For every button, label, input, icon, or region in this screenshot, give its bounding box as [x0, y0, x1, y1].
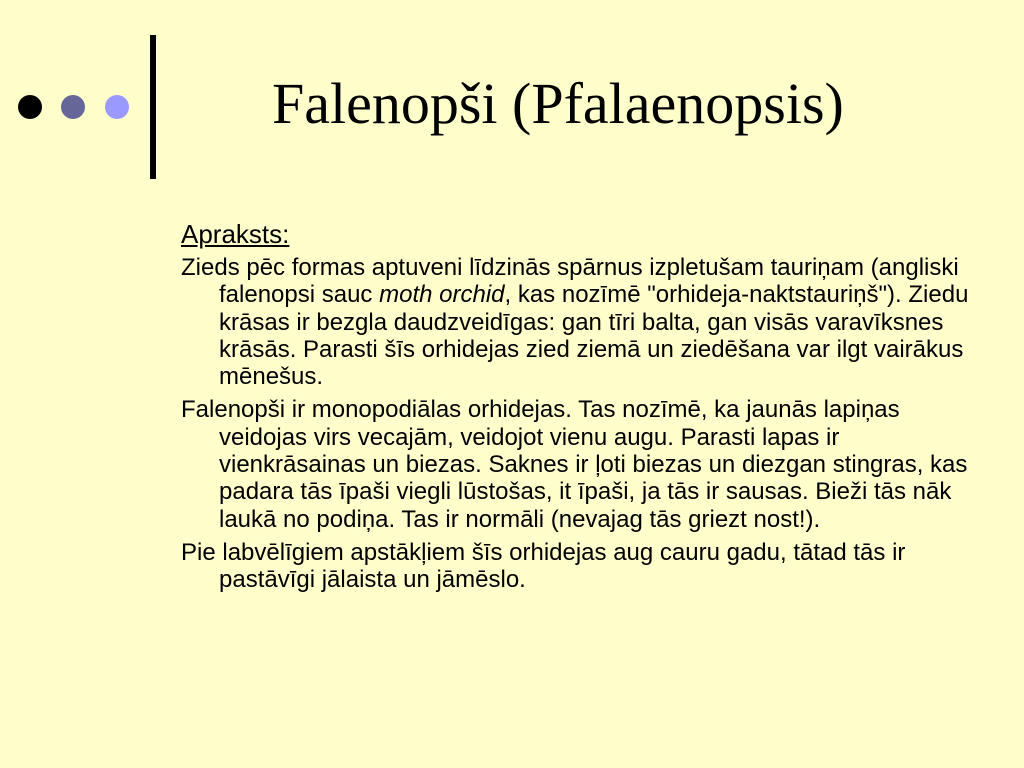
decorative-dot-black	[18, 95, 42, 119]
paragraph-description	[181, 254, 971, 390]
paragraph-growth: Falenopši ir monopodiālas orhidejas. Tas nozīmē, ka jaunās lapiņas veidojas virs vecajām, veidojot vienu augu. Parasti lapas ir vienkrāsainas un biezas. Saknes ir ļoti biezas un diezgan stingras, kas padara tās īpaši viegli lūstošas, it īpaši, ja tās ir sausas. Bieži tās nāk laukā no podiņa. Tas ir normāli (nevajag tās griezt nost!).	[181, 396, 968, 533]
paragraph-description-text-start: Zieds pēc formas aptuveni līdzinās spārnus izpletušam tauriņam (angliski falenopsi sauc	[181, 254, 959, 309]
title-divider-line	[150, 35, 156, 179]
decorative-dot-periwinkle	[105, 95, 129, 119]
paragraph-care: Pie labvēlīgiem apstākļiem šīs orhidejas aug cauru gadu, tātad tās ir pastāvīgi jālaista un jāmēslo.	[181, 538, 906, 594]
slide-title: Falenopši (Pfalaenopsis)	[272, 71, 844, 136]
paragraph-description-text-end: , kas nozīmē "orhideja-naktstauriņš"). Ziedu krāsas ir bezgla daudzveidīgas: gan tīri balta, gan visās varavīksnes krāsās. Parasti šīs orhidejas zied ziemā un ziedēšana var ilgt vairākus mēnešus.	[219, 281, 969, 391]
decorative-dot-slate	[61, 95, 85, 119]
section-heading: Apraksts:	[181, 219, 290, 249]
slide-body	[181, 218, 971, 600]
paragraph-description-italic-term: moth orchid	[379, 281, 505, 309]
